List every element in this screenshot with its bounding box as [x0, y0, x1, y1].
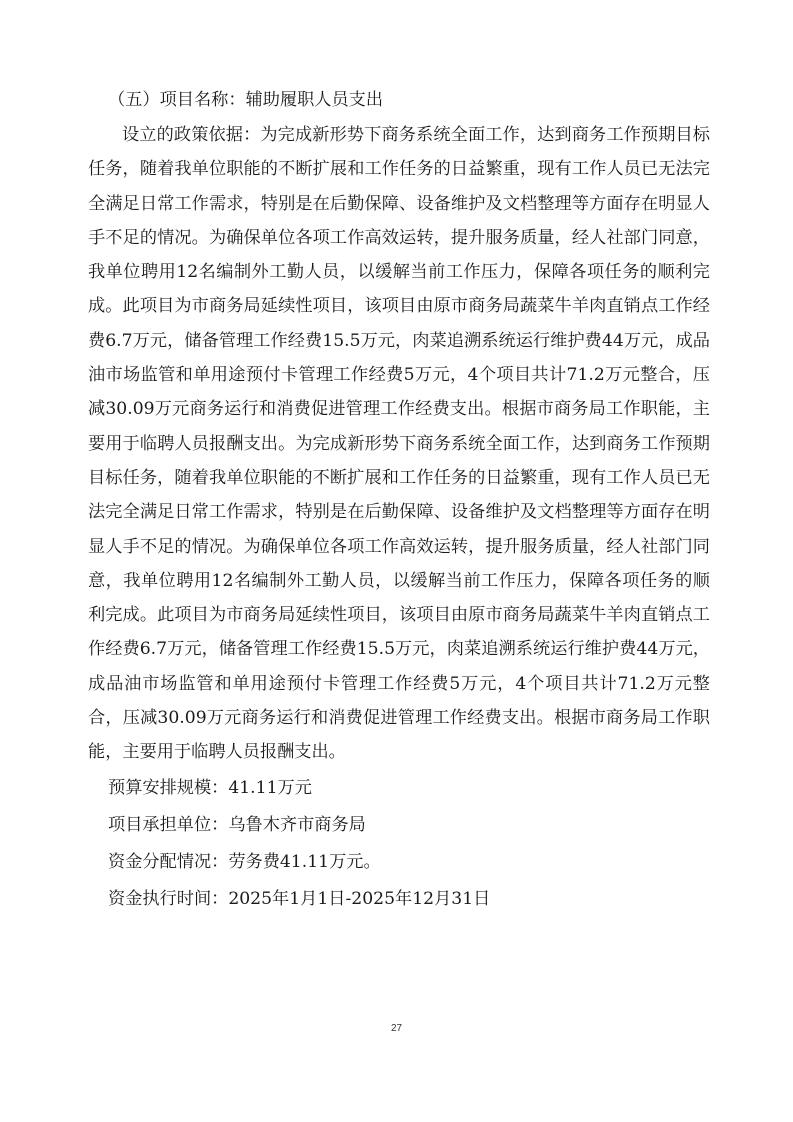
page-number: 27	[390, 1023, 403, 1034]
undertaking-unit-line: 项目承担单位：乌鲁木齐市商务局	[108, 814, 366, 835]
execution-time-line: 资金执行时间：2025年1月1日-2025年12月31日	[108, 888, 491, 909]
fund-allocation-line: 资金分配情况：劳务费41.11万元。	[108, 851, 381, 872]
document-body	[88, 82, 710, 918]
policy-basis-paragraph: 设立的政策依据：为完成新形势下商务系统全面工作，达到商务工作预期目标任务，随着我单位职能的不断扩展和工作任务的日益繁重，现有工作人员已无法完全满足日常工作需求，特别是在后勤保障、设备维护及文档整理等方面存在明显人手不足的情况。为确保单位各项工作高效运转，提升服务质量，经人社部门同意，我单位聘用12名编制外工勤人员，以缓解当前工作压力，保障各项任务的顺利完成。此项目为市商务局延续性项目，该项目由原市商务局蔬菜牛羊肉直销点工作经费6.7万元，储备管理工作经费15.5万元，肉菜追溯系统运行维护费44万元，成品油市场监管和单用途预付卡管理工作经费5万元，4个项目共计71.2万元整合，压减30.09万元商务运行和消费促进管理工作经费支出。根据市商务局工作职能，主要用于临聘人员报酬支出。为完成新形势下商务系统全面工作，达到商务工作预期目标任务，随着我单位职能的不断扩展和工作任务的日益繁重，现有工作人员已无法完全满足日常工作需求，特别是在后勤保障、设备维护及文档整理等方面存在明显人手不足的情况。为确保单位各项工作高效运转，提升服务质量，经人社部门同意，我单位聘用12名编制外工勤人员，以缓解当前工作压力，保障各项任务的顺利完成。此项目为市商务局延续性项目，该项目由原市商务局蔬菜牛羊肉直销点工作经费6.7万元，储备管理工作经费15.5万元，肉菜追溯系统运行维护费44万元，成品油市场监管和单用途预付卡管理工作经费5万元，4个项目共计71.2万元整合，压减30.09万元商务运行和消费促进管理工作经费支出。根据市商务局工作职能，主要用于临聘人员报酬支出。	[88, 125, 710, 763]
budget-scale-line: 预算安排规模：41.11万元	[108, 777, 312, 798]
section-heading: （五）项目名称：辅助履职人员支出	[108, 90, 384, 110]
